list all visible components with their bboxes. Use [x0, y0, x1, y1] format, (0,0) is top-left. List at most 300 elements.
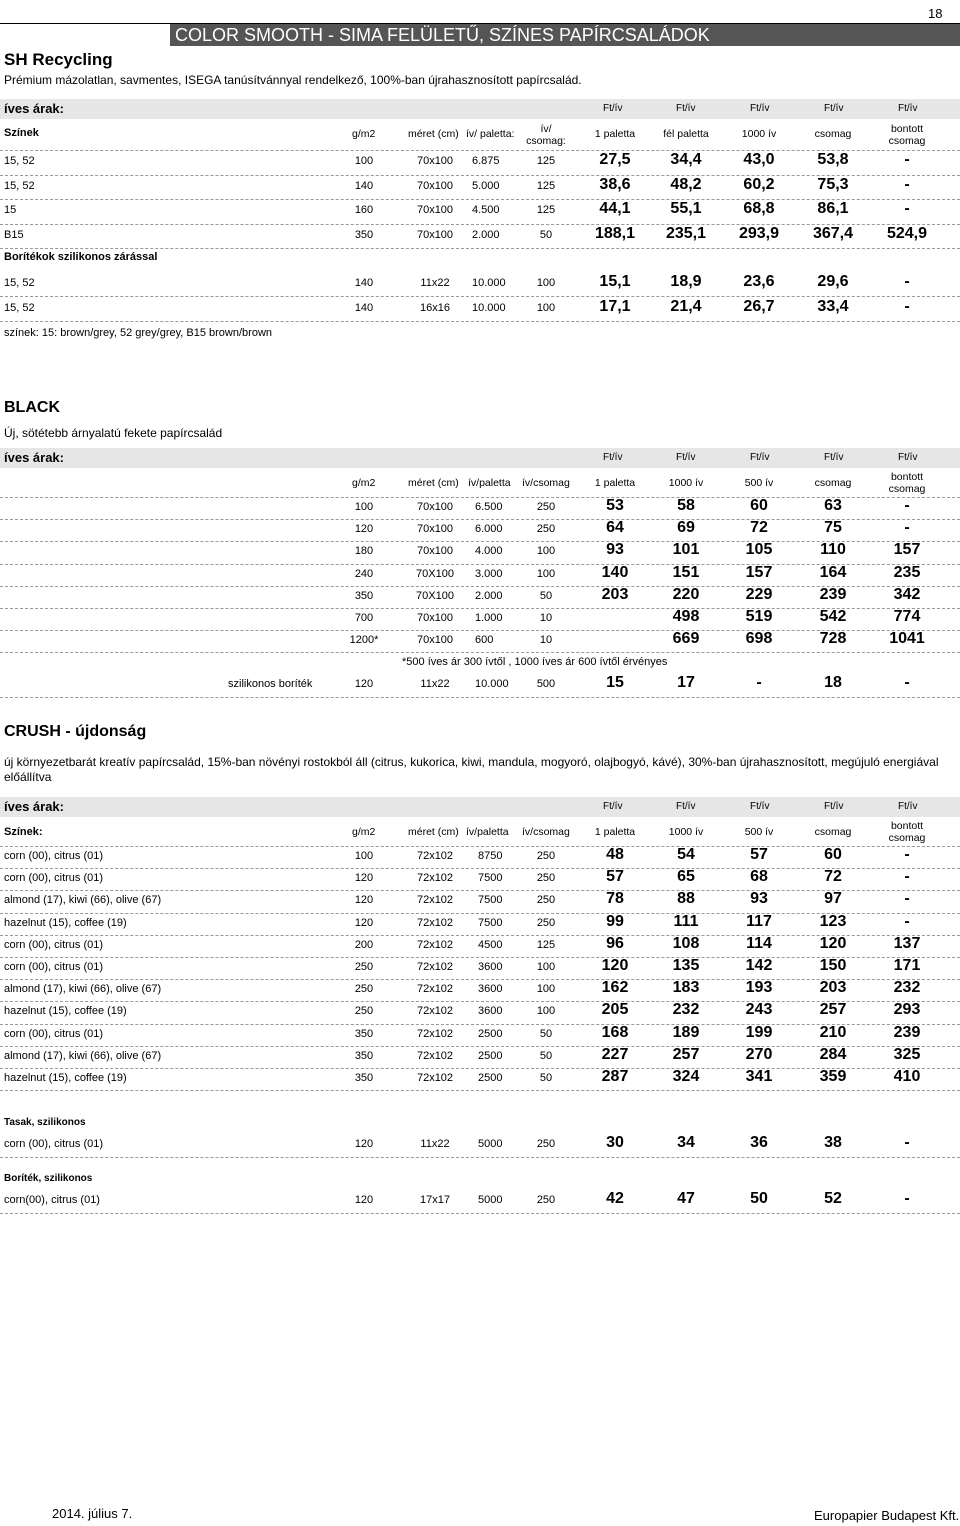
row-price-5: 1041: [889, 630, 925, 648]
row-name: corn (00), citrus (01): [4, 1138, 104, 1150]
table-row: [0, 1001, 960, 1024]
row-gsm: 350: [354, 1072, 374, 1084]
row-per-pack: 100: [536, 545, 556, 558]
row-gsm: 350: [354, 589, 374, 602]
row-per-pack: 100: [536, 1005, 556, 1018]
row-name: 15, 52: [4, 179, 35, 192]
row-price-3: 72: [750, 519, 768, 537]
row-per-pallet: 7500: [478, 894, 503, 907]
row-gsm: 140: [354, 302, 374, 314]
row-size: 70x100: [416, 228, 454, 241]
unit-label: Ft/ív: [898, 801, 918, 812]
row-price-1: 44,1: [599, 200, 631, 217]
row-price-1: 78: [606, 890, 624, 908]
row-price-5: 171: [893, 957, 921, 974]
row-size: 72x102: [416, 1005, 454, 1018]
smooth-header-row: [0, 120, 960, 151]
row-price-2: 34: [677, 1134, 695, 1151]
row-name: corn (00), citrus (01): [4, 1027, 104, 1040]
row-price-1: 64: [606, 519, 624, 537]
row-per-pallet: 5000: [478, 1138, 503, 1150]
row-per-pallet: 2500: [478, 1027, 503, 1040]
row-price-5: 232: [893, 979, 921, 997]
row-price-2: 108: [672, 934, 700, 952]
row-size: 72x102: [416, 961, 454, 973]
row-gsm: 200: [354, 938, 374, 951]
table-row: [0, 868, 960, 891]
row-per-pallet: 8750: [478, 850, 503, 862]
row-price-3: 93: [750, 890, 768, 908]
row-name: corn (00), citrus (01): [4, 872, 104, 885]
row-price-4: 120: [819, 934, 847, 952]
black-title: BLACK: [4, 399, 60, 416]
row-price-1: 96: [606, 934, 624, 952]
black-footnote: *500 íves ár 300 ívtől , 1000 íves ár 600 ívtől érvényes: [402, 656, 668, 668]
row-per-pack: 100: [536, 302, 556, 314]
row-per-pallet: 6.500: [475, 501, 503, 513]
row-per-pack: 100: [536, 983, 556, 996]
table-row: [0, 890, 960, 913]
row-price-2: 232: [672, 1001, 700, 1019]
subtitle: Prémium mázolatlan, savmentes, ISEGA tanúsítvánnyal rendelkező, 100%-ban újrahasznosított papírcsalád.: [4, 73, 582, 87]
row-price-2: 34,4: [670, 151, 702, 168]
row-price-1: 17,1: [599, 298, 631, 315]
row-price-5: -: [904, 273, 910, 290]
row-price-3: 43,0: [743, 151, 775, 168]
row-size: 72x102: [416, 1049, 454, 1062]
table-row: [0, 199, 960, 225]
crush-bags-label: Tasak, szilikonos: [4, 1117, 86, 1128]
row-per-pallet: 7500: [478, 916, 503, 929]
black-description: Új, sötétebb árnyalatú fekete papírcsalád: [4, 426, 223, 440]
row-gsm: 140: [354, 179, 374, 192]
col-price-3: 500 ív: [744, 826, 774, 838]
row-price-3: 60,2: [743, 175, 775, 193]
row-per-pallet: 4500: [478, 938, 503, 951]
row-gsm: 1200*: [349, 634, 379, 647]
table-row: [0, 957, 960, 980]
row-per-pack: 50: [539, 228, 553, 241]
row-per-pallet: 1.000: [475, 612, 503, 624]
row-price-4: 97: [824, 890, 842, 908]
row-price-5: 293: [893, 1001, 921, 1019]
row-per-pallet: 3600: [478, 961, 503, 973]
row-price-1: 140: [601, 563, 629, 581]
row-price-5: -: [904, 519, 910, 537]
row-price-3: 293,9: [738, 224, 780, 242]
price-bar-label: íves árak:: [4, 101, 64, 116]
row-price-3: 68: [750, 868, 768, 886]
unit-label: Ft/ív: [603, 103, 623, 114]
row-price-2: 58: [677, 497, 695, 514]
row-price-5: -: [904, 674, 910, 691]
row-name: 15: [4, 204, 17, 216]
row-name: almond (17), kiwi (66), olive (67): [4, 983, 162, 996]
row-price-5: 410: [893, 1068, 921, 1085]
row-name: corn (00), citrus (01): [4, 850, 104, 862]
row-price-4: 203: [819, 979, 847, 997]
table-row: [0, 913, 960, 936]
row-price-3: 60: [750, 497, 768, 514]
row-name: 15, 52: [4, 302, 35, 314]
row-price-4: 110: [820, 541, 846, 559]
row-gsm: 140: [354, 277, 374, 289]
row-per-pack: 250: [536, 523, 556, 536]
row-price-2: 498: [672, 608, 700, 625]
table-row: [0, 935, 960, 958]
unit-label: Ft/ív: [676, 801, 696, 812]
row-price-1: 168: [601, 1023, 629, 1041]
price-bar-label: íves árak:: [4, 799, 64, 814]
row-per-pallet: 5000: [478, 1194, 503, 1206]
row-per-pallet: 2500: [478, 1072, 503, 1084]
col-per-pallet: ív/paletta: [466, 826, 509, 838]
row-price-1: 93: [606, 541, 624, 559]
row-price-3: 270: [745, 1045, 773, 1063]
row-gsm: 100: [354, 155, 374, 167]
row-price-4: 38: [824, 1134, 842, 1151]
row-price-3: 229: [745, 585, 773, 603]
row-price-3: 36: [750, 1134, 768, 1151]
col-size: méret (cm): [408, 826, 459, 838]
row-price-2: 55,1: [670, 200, 702, 217]
table-row: [0, 519, 960, 542]
row-per-pallet: 3600: [478, 1005, 503, 1018]
row-per-pack: 50: [539, 1027, 553, 1040]
row-gsm: 120: [354, 894, 374, 907]
row-size: 72x102: [416, 894, 454, 907]
unit-label: Ft/ív: [676, 452, 696, 463]
row-per-pack: 50: [539, 1049, 553, 1062]
row-price-4: 75: [824, 519, 842, 537]
row-price-1: 30: [606, 1134, 624, 1151]
row-gsm: 250: [354, 1005, 374, 1018]
row-price-4: 359: [819, 1068, 847, 1085]
unit-label: Ft/ív: [824, 452, 844, 463]
table-row: [0, 608, 960, 631]
black-header-row: [0, 469, 960, 498]
colors-note: színek: 15: brown/grey, 52 grey/grey, B15 brown/brown: [4, 327, 273, 339]
row-price-4: 542: [819, 608, 847, 625]
page-number: 18: [928, 6, 943, 21]
row-price-5: -: [904, 175, 910, 193]
header-title: COLOR SMOOTH - SIMA FELÜLETŰ, SZÍNES PAPÍRCSALÁDOK: [175, 25, 710, 45]
row-per-pack: 250: [536, 1194, 556, 1206]
row-price-3: 114: [746, 934, 772, 952]
row-price-2: 65: [677, 868, 695, 886]
row-size: 17x17: [420, 1194, 450, 1206]
col-price-1: 1 paletta: [594, 477, 636, 489]
row-price-1: 48: [606, 846, 624, 863]
row-price-1: 120: [601, 957, 629, 974]
row-per-pack: 125: [536, 179, 556, 192]
row-gsm: 120: [354, 678, 374, 690]
row-size: 70x100: [416, 523, 454, 536]
row-size: 70x100: [416, 545, 454, 558]
row-gsm: 700: [354, 612, 374, 624]
footer-company: Europapier Budapest Kft.: [814, 1508, 960, 1523]
row-gsm: 350: [354, 1027, 374, 1040]
table-row: [0, 175, 960, 201]
row-price-4: 728: [819, 630, 847, 648]
row-price-3: 117: [746, 912, 772, 930]
row-price-4: 284: [819, 1045, 847, 1063]
row-per-pack: 50: [539, 1072, 553, 1084]
row-price-2: 18,9: [670, 273, 702, 290]
col-price-5: bontott csomag: [888, 123, 926, 147]
col-price-4: csomag: [814, 128, 852, 140]
row-price-2: 235,1: [665, 224, 707, 242]
brand-name: SH Recycling: [4, 50, 113, 69]
row-price-2: 47: [677, 1190, 695, 1207]
row-size: 70x100: [416, 612, 454, 624]
row-gsm: 120: [354, 523, 374, 536]
row-per-pack: 100: [536, 567, 556, 580]
row-price-2: 17: [677, 674, 695, 691]
row-price-1: 15,1: [599, 273, 631, 290]
row-price-4: 53,8: [817, 151, 849, 168]
table-row: [0, 586, 960, 609]
row-price-2: 183: [672, 979, 700, 997]
row-per-pallet: 6.000: [475, 523, 503, 536]
row-price-4: 75,3: [817, 175, 849, 193]
row-price-5: -: [904, 846, 910, 863]
row-price-3: 105: [745, 541, 773, 559]
table-row: [0, 1024, 960, 1047]
row-price-2: 220: [672, 585, 700, 603]
row-per-pallet: 600: [475, 634, 494, 647]
row-size: 72x102: [416, 850, 454, 862]
row-price-1: 162: [601, 979, 629, 997]
row-price-2: 189: [672, 1023, 700, 1041]
row-price-4: 33,4: [817, 298, 849, 315]
row-price-4: 29,6: [817, 273, 849, 290]
row-price-3: 68,8: [743, 200, 775, 217]
row-gsm: 350: [354, 1049, 374, 1062]
unit-label: Ft/ív: [603, 452, 623, 463]
unit-label: Ft/ív: [824, 801, 844, 812]
row-price-5: 342: [893, 585, 921, 603]
row-name: corn (00), citrus (01): [4, 961, 104, 973]
row-price-4: 52: [824, 1190, 842, 1207]
row-per-pack: 100: [536, 961, 556, 973]
col-per-pack: ív/csomag: [522, 477, 570, 489]
table-row: [0, 564, 960, 587]
crush-header-row: [0, 818, 960, 847]
row-per-pack: 250: [536, 916, 556, 929]
row-price-3: 50: [750, 1190, 768, 1207]
row-gsm: 100: [354, 850, 374, 862]
table-row: [0, 1189, 960, 1214]
col-price-2: 1000 ív: [668, 826, 704, 838]
col-price-4: csomag: [814, 826, 852, 838]
row-price-2: 88: [677, 890, 695, 908]
row-price-3: 193: [745, 979, 773, 997]
row-gsm: 120: [354, 1138, 374, 1150]
row-price-1: 205: [601, 1001, 629, 1019]
col-price-4: csomag: [814, 477, 852, 489]
row-gsm: 120: [354, 1194, 374, 1206]
row-per-pack: 10: [539, 612, 553, 624]
row-price-2: 111: [673, 912, 699, 930]
row-price-1: 203: [601, 585, 629, 603]
row-price-1: 27,5: [599, 151, 631, 168]
row-price-5: -: [904, 151, 910, 168]
col-per-pack: ív/ csomag:: [526, 123, 566, 147]
col-price-5: bontott csomag: [888, 820, 926, 844]
row-size: 70x100: [416, 501, 454, 513]
row-price-2: 151: [672, 563, 700, 581]
row-price-5: -: [904, 890, 910, 908]
price-bar-crush: [0, 797, 960, 817]
table-row: [0, 271, 960, 297]
row-price-5: 157: [893, 541, 921, 559]
row-per-pallet: 4.500: [472, 204, 500, 216]
row-name: corn (00), citrus (01): [4, 938, 104, 951]
row-price-3: 57: [750, 846, 768, 863]
row-per-pallet: 10.000: [472, 277, 506, 289]
row-size: 16x16: [420, 302, 450, 314]
price-bar-smooth: [0, 99, 960, 119]
unit-label: Ft/ív: [603, 801, 623, 812]
row-price-5: 774: [893, 608, 921, 625]
price-bar-black: [0, 448, 960, 468]
row-per-pallet: 2500: [478, 1049, 503, 1062]
row-size: 72x102: [416, 916, 454, 929]
row-price-1: 38,6: [599, 175, 631, 193]
row-price-1: 42: [606, 1190, 624, 1207]
row-gsm: 120: [354, 872, 374, 885]
row-gsm: 240: [354, 567, 374, 580]
row-gsm: 250: [354, 961, 374, 973]
unit-label: Ft/ív: [750, 452, 770, 463]
col-gsm: g/m2: [352, 826, 376, 838]
row-price-1: 99: [606, 912, 624, 930]
row-price-1: 53: [606, 497, 624, 514]
row-name: 15, 52: [4, 277, 35, 289]
row-price-1: 227: [601, 1045, 629, 1063]
unit-label: Ft/ív: [676, 103, 696, 114]
row-per-pallet: 5.000: [472, 179, 500, 192]
row-per-pallet: 10.000: [472, 302, 506, 314]
crush-description: új környezetbarát kreatív papírcsalád, 15%-ban növényi rostokból áll (citrus, kukorica, kiwi, mandula, mogyoró, olajbogyó, kávé), 30%-ban újrahasznosított, megújuló energiával előállítva: [4, 755, 939, 784]
col-size: méret (cm): [408, 477, 459, 489]
row-price-5: -: [904, 868, 910, 886]
unit-label: Ft/ív: [824, 103, 844, 114]
row-price-2: 54: [677, 846, 695, 863]
row-price-5: -: [904, 912, 910, 930]
table-row: [0, 1046, 960, 1069]
smooth-envelope-label: Borítékok szilikonos zárással: [4, 251, 158, 263]
row-price-3: -: [756, 674, 762, 691]
row-per-pack: 250: [536, 872, 556, 885]
row-per-pallet: 4.000: [475, 545, 503, 558]
row-price-2: 257: [672, 1045, 700, 1063]
unit-label: Ft/ív: [750, 801, 770, 812]
row-size: 11x22: [420, 1138, 450, 1150]
row-price-5: -: [904, 1190, 910, 1207]
col-price-1: 1 paletta: [594, 128, 636, 140]
col-price-2: fél paletta: [663, 128, 709, 140]
unit-label: Ft/ív: [898, 103, 918, 114]
crush-envelope-label: Boríték, szilikonos: [4, 1173, 93, 1184]
row-per-pack: 125: [536, 204, 556, 216]
table-row: [0, 979, 960, 1002]
row-per-pack: 50: [539, 589, 553, 602]
row-size: 70x100: [416, 204, 454, 216]
row-size: 72x102: [416, 872, 454, 885]
row-price-2: 324: [672, 1068, 700, 1085]
row-price-4: 210: [819, 1023, 847, 1041]
row-price-1: 57: [606, 868, 624, 886]
table-row: [0, 673, 960, 698]
row-per-pack: 125: [536, 938, 556, 951]
row-per-pack: 100: [536, 277, 556, 289]
row-gsm: 100: [354, 501, 374, 513]
row-price-4: 63: [824, 497, 842, 514]
row-price-4: 123: [819, 912, 847, 930]
row-price-3: 199: [745, 1023, 773, 1041]
row-price-2: 101: [672, 541, 700, 559]
col-price-1: 1 paletta: [594, 826, 636, 838]
row-price-2: 135: [672, 957, 700, 974]
col-per-pack: ív/csomag: [522, 826, 570, 838]
row-price-1: 287: [601, 1068, 629, 1085]
row-size: 72x102: [416, 1072, 454, 1084]
row-price-3: 23,6: [743, 273, 775, 290]
col-per-pallet: ív/ paletta:: [466, 128, 515, 140]
row-price-3: 243: [745, 1001, 773, 1019]
table-row: [0, 150, 960, 176]
table-row: [0, 541, 960, 564]
row-gsm: 180: [354, 545, 374, 558]
row-name: hazelnut (15), coffee (19): [4, 1005, 127, 1018]
row-price-4: 60: [824, 846, 842, 863]
row-name: B15: [4, 228, 24, 241]
row-size: 72x102: [416, 938, 454, 951]
row-price-5: 137: [893, 934, 921, 952]
col-price-3: 1000 ív: [741, 128, 777, 140]
row-gsm: 250: [354, 983, 374, 996]
row-name: almond (17), kiwi (66), olive (67): [4, 894, 162, 907]
col-price-3: 500 ív: [744, 477, 774, 489]
row-size: 70X100: [416, 589, 454, 602]
row-size: 70x100: [416, 634, 454, 647]
row-price-3: 157: [745, 563, 773, 581]
table-row: [0, 296, 960, 322]
row-size: 72x102: [416, 1027, 454, 1040]
row-price-3: 519: [745, 608, 773, 625]
row-price-4: 18: [824, 674, 842, 691]
row-per-pallet: 7500: [478, 872, 503, 885]
row-price-4: 72: [824, 868, 842, 886]
row-size: 70x100: [416, 155, 454, 167]
row-price-5: -: [904, 200, 910, 217]
row-price-4: 257: [819, 1001, 847, 1019]
unit-label: Ft/ív: [898, 452, 918, 463]
row-price-5: -: [904, 1134, 910, 1151]
col-gsm: g/m2: [352, 128, 376, 140]
row-size: 70x100: [416, 179, 454, 192]
row-name: hazelnut (15), coffee (19): [4, 916, 127, 929]
row-per-pack: 250: [536, 850, 556, 862]
row-gsm: 350: [354, 228, 374, 241]
col-price-5: bontott csomag: [888, 471, 926, 495]
row-size: 72x102: [416, 983, 454, 996]
table-row: [0, 224, 960, 250]
col-size: méret (cm): [408, 128, 459, 140]
row-per-pallet: 2.000: [472, 228, 500, 241]
